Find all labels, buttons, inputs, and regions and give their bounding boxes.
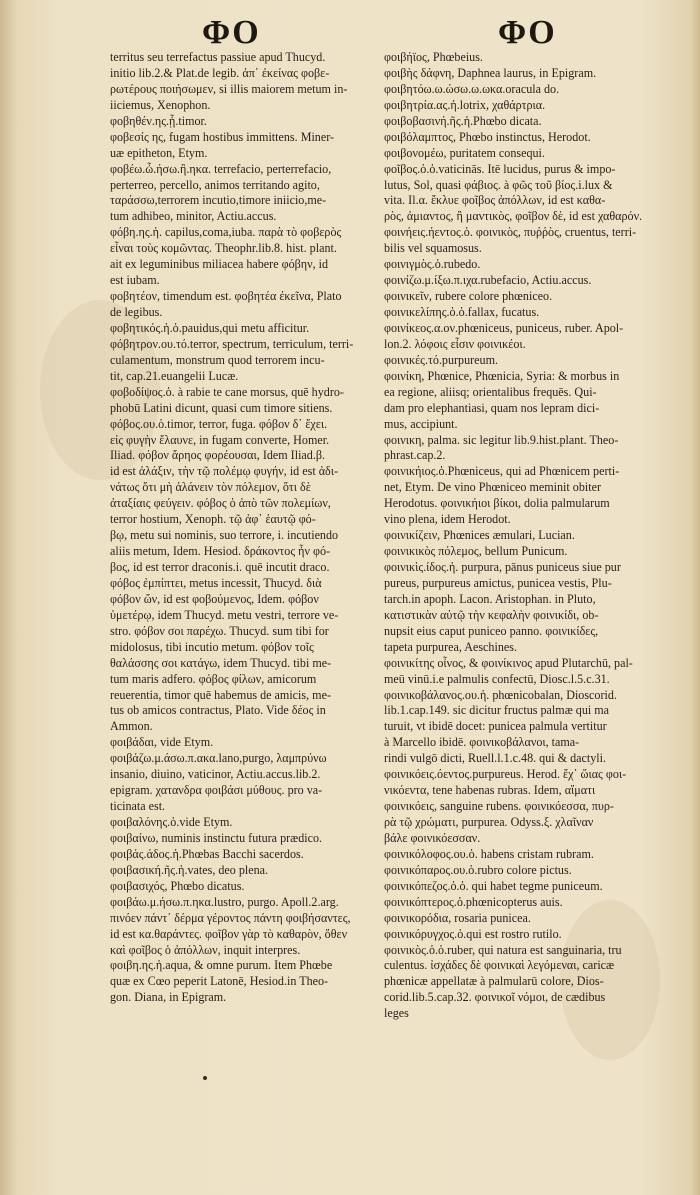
text-line: φοιβοβασινή.ῆς.ἡ.Phœbo dicata. bbox=[384, 113, 542, 128]
text-line: uæ epitheton, Etym. bbox=[110, 145, 208, 160]
text-line: φοινικίζειν, Phœnices æmulari, Lucian. bbox=[384, 528, 575, 543]
text-line: φοινικόεις.όεντος.purpureus. Herod. ἔχ᾽ ὤιας φοι- bbox=[384, 767, 627, 782]
text-line: φοιβασιχός, Phœbo dicatus. bbox=[110, 878, 245, 893]
text-line: tarch.in apoph. Lacon. Aristophan. in Pluto, bbox=[384, 591, 596, 606]
text-line: insanio, diuino, vaticinor, Actiu.accus.lib.2. bbox=[110, 767, 321, 782]
text-line: φοιβονομέω, puritatem consequi. bbox=[384, 145, 545, 160]
text-line: lutus, Sol, quasi φάβιος. à φῶς τοῦ βίος.i.lux & bbox=[384, 177, 613, 192]
text-line: καὶ φοῖβος ὁ ἀπόλλων, inquit interpres. bbox=[110, 942, 301, 957]
running-head-right: ΦΟ bbox=[498, 14, 557, 51]
text-line: φοινικόεις, sanguine rubens. φοινικόεσσα, πυρ- bbox=[384, 799, 614, 814]
text-line: culamentum, monstrum quod terrorem incu- bbox=[110, 352, 325, 367]
text-line: tus ob amicos contractus, Plato. Vide δέος in bbox=[110, 703, 326, 718]
text-line: φοιβητρία.ας.ἡ.lotrix, χαθάρτρια. bbox=[384, 97, 546, 112]
text-line: midolosus, tibi incutio metum. φόβον τοῖς bbox=[110, 639, 314, 654]
text-line: φοιβόλαμπτος, Phœbo instinctus, Herodot. bbox=[384, 129, 591, 144]
text-line: aliis metum, Idem. Hesiod. δράκοντος ἦν φό- bbox=[110, 544, 331, 559]
text-line: φοιβάζω.μ.άσω.π.ακα.lano,purgo, λαμπρύνω bbox=[110, 751, 327, 766]
text-line: à Marcello ibidē. φοινικοβάλανοι, tama- bbox=[384, 735, 580, 750]
text-line: φοιβὴς δάφνη, Daphnea laurus, in Epigram. bbox=[384, 65, 597, 80]
text-line: βάλε φοινικόεσσαν. bbox=[384, 830, 481, 845]
text-line: φοινικεῖν, rubere colore phœniceo. bbox=[384, 289, 553, 304]
text-line: φοιβάω.μ.ήσω.π.ηκα.lustro, purgo. Apoll.2.arg. bbox=[110, 894, 339, 909]
text-line: quæ ex Cœo peperit Latonē, Hesiod.in Theo- bbox=[110, 974, 329, 989]
text-line: nupsit eius caput puniceo panno. φοινικίδες, bbox=[384, 623, 599, 638]
text-line: phrast.cap.2. bbox=[384, 448, 446, 463]
text-line: Ammon. bbox=[110, 719, 153, 734]
text-line: πινόεν πάντ᾽ δέρμα γέροντος πάντη φοιβήσαντες, bbox=[110, 910, 351, 925]
text-line: φοινικόπτερος.ὁ.phœnicopterus auis. bbox=[384, 894, 563, 909]
text-line: φοινικόλοφος.ου.ὁ. habens cristam rubram. bbox=[384, 846, 594, 861]
text-line: φοβητέον, timendum est. φοβητέα ἐκεῖνα, Plato bbox=[110, 289, 342, 304]
right-column bbox=[384, 50, 656, 1022]
text-line: id est κα.θαράντες. φοῖβον γὰρ τὸ καθαρὸν, ὅθεν bbox=[110, 926, 348, 941]
text-line: territus seu terrefactus passiue apud Thucyd. bbox=[110, 50, 326, 64]
text-line: φοινικές.τό.purpureum. bbox=[384, 352, 499, 367]
text-line: lib.1.cap.149. sic dicitur fructus palmæ qui ma bbox=[384, 703, 610, 718]
text-line: φοβέω.ὦ.ήσω.ἢ.ηκα. terrefacio, perterrefacio, bbox=[110, 161, 332, 176]
text-line: φοινιγμὸς.ὁ.rubedo. bbox=[384, 257, 481, 272]
text-line: initio lib.2.& Plat.de legib. ἀπ᾽ ἐκείνας φοβε- bbox=[110, 65, 330, 80]
text-line: est iubam. bbox=[110, 273, 160, 288]
text-line: iiciemus, Xenophon. bbox=[110, 97, 211, 112]
text-line: gon. Diana, in Epigram. bbox=[110, 990, 227, 1005]
text-line: pureus, purpureus amictus, punicea vestis, Plu- bbox=[384, 575, 612, 590]
text-line: culentus. ἰσχάδες δὲ φοινικαὶ λεγόμεναι, caricæ bbox=[384, 958, 615, 973]
text-line: ea regione, aliisq; orientalibus frequēs. Qui- bbox=[384, 384, 597, 399]
text-line: leges bbox=[384, 1006, 409, 1021]
text-line: ρὸς, ἀμιαντος, ἢ μαντικὸς, φοῖβον δὲ, id est χαθαρόν. bbox=[384, 209, 643, 224]
text-line: vita. Il.α. ἔκλυε φοῖβος ἀπόλλων, id est καθα- bbox=[384, 193, 606, 208]
text-line: Iliad. φόβον ἄρηος φορέουσαι, Idem Iliad.β. bbox=[110, 448, 326, 463]
text-line: Herodotus. φοινικήιοι βίκοι, dolia palmularum bbox=[384, 496, 610, 511]
text-line: terror hostium, Xenoph. τῷ ἀφ᾽ ἑαυτῷ φό- bbox=[110, 512, 316, 527]
text-line: νάτως ὅτι μὴ ἀλάνειν τὸν πόλεμον, ὅτι δὲ bbox=[110, 480, 311, 495]
text-line: φοινίκη, Phœnice, Phœnicia, Syria: & morbus in bbox=[384, 368, 620, 383]
text-line: ρωτέρους ποιήσωμεν, si illis maiorem metum in- bbox=[110, 81, 348, 96]
text-line: perterreo, percello, animos territando agito, bbox=[110, 177, 320, 192]
text-line: φοῖβος.ὁ.ὁ.vaticinās. Itē lucidus, purus & impo- bbox=[384, 161, 616, 176]
text-line: φοιβη.ης.ἡ.aqua, & omne purum. Item Phœbe bbox=[110, 958, 333, 973]
text-line: φοιβασική.ῆς.ἡ.vates, deo plena. bbox=[110, 862, 269, 877]
text-line: φοινικικὸς πόλεμος, bellum Punicum. bbox=[384, 544, 568, 559]
text-line: φοβοδίψος.ὁ. à rabie te cane morsus, quē hydro- bbox=[110, 384, 344, 399]
text-line: lon.2. λόφοις εἶσιν φοινικέοι. bbox=[384, 336, 526, 351]
text-line: φοινικὶς.ίδος.ἡ. purpura, pānus puniceus siue pur bbox=[384, 560, 621, 574]
text-line: ἀταξίαις φεύγειν. φόβος ὁ ἀπὸ τῶν πολεμίων, bbox=[110, 496, 331, 511]
text-line: ταράσσω,terrorem incutio,timore iniicio,me- bbox=[110, 193, 327, 208]
text-line: reuerentia, timor quē habemus de amicis, me- bbox=[110, 687, 331, 702]
text-line: φοβεσίς ης, fugam hostibus immittens. Miner- bbox=[110, 129, 335, 144]
text-line: εἰς φυγὴν ἔλαυνε, in fugam converte, Homer. bbox=[110, 432, 330, 447]
text-line: tit, cap.21.euangelii Lucæ. bbox=[110, 368, 239, 383]
text-line: κατιστικὰν αὐτῷ τὴν κεφαλὴν φοινικίδι, ob- bbox=[384, 607, 599, 622]
text-line: ὑμετέρῳ, idem Thucyd. metu vestri, terrore ve- bbox=[110, 607, 339, 622]
text-line: φοιβαίνω, numinis instinctu futura prædico. bbox=[110, 830, 323, 845]
text-line: φόβη.ης.ἡ. capilus,coma,iuba. παρὰ τὸ φοβερὸς bbox=[110, 225, 342, 240]
text-line: phœnicæ appellatæ à palmularū colore, Dios- bbox=[384, 974, 604, 989]
text-line: φόβος.ου.ὁ.timor, terror, fuga. φόβον δ᾽ ἔχει. bbox=[110, 416, 328, 431]
text-line: θαλάσσης σοι κατάγω, idem Thucyd. tibi me- bbox=[110, 655, 332, 670]
text-line: dam pro elephantiasi, quam nos lepram dici- bbox=[384, 400, 600, 415]
text-line: νικόεντα, tene habenas rubras. Idem, αἵματι bbox=[384, 783, 596, 798]
text-line: φοινικὸς.ὁ.ὁ.ruber, qui natura est sanguinaria, tru bbox=[384, 942, 622, 957]
text-line: φοινικη, palma. sic legitur lib.9.hist.plant. Theo- bbox=[384, 432, 619, 447]
text-line: ρὰ τῷ χρώματι, purpurea. Odyss.ξ. χλαῖναν bbox=[384, 815, 594, 829]
text-line: φόβητρον.ου.τό.terror, spectrum, terriculum, terri- bbox=[110, 336, 354, 351]
text-line: φοινικόπεζος.ὁ.ὁ. qui habet tegme puniceum. bbox=[384, 878, 603, 893]
text-line: epigram. χατανδρα φοιβάσι μύθους. pro va- bbox=[110, 783, 323, 798]
text-line: net, Etym. De vino Phœniceo meminit obiter bbox=[384, 480, 601, 495]
text-line: mus, accipiunt. bbox=[384, 416, 458, 431]
text-line: φοβητικός.ἡ.ὁ.pauidus,qui metu afficitur. bbox=[110, 320, 310, 335]
text-line: φοβηθέν.ης.ᾗ.timor. bbox=[110, 113, 207, 128]
text-line: φοινικορόδια, rosaria punicea. bbox=[384, 910, 531, 925]
text-line: stro. φόβον σοι παρέχω. Thucyd. sum tibi for bbox=[110, 623, 329, 638]
text-line: φοιβάς.άδος.ἡ.Phœbas Bacchi sacerdos. bbox=[110, 846, 304, 861]
text-line: φοινικήιος.ὁ.Phœniceus, qui ad Phœnicem perti- bbox=[384, 464, 620, 479]
text-line: εἶναι τοὺς κομῶντας. Theophr.lib.8. hist. plant. bbox=[110, 241, 337, 256]
text-line: ticinata est. bbox=[110, 799, 166, 814]
text-line: φοιβήϊος, Phœbeius. bbox=[384, 50, 483, 64]
text-line: φοιβάδαι, vide Etym. bbox=[110, 735, 214, 750]
text-line: meū vinū.i.e palmulis confectū, Diosc.l.5.c.31. bbox=[384, 671, 610, 686]
text-line: φοινικόρυγχος.ὁ.qui est rostro rutilo. bbox=[384, 926, 562, 941]
text-line: tum maris adfero. φόβος φίλων, amicorum bbox=[110, 671, 317, 686]
running-head-left: ΦΟ bbox=[202, 14, 261, 51]
text-line: φοινικοβάλανος.ου.ἡ. phœnicobalan, Dioscorid. bbox=[384, 687, 617, 702]
text-line: tapeta purpurea, Aeschines. bbox=[384, 639, 517, 654]
text-line: φόβος ἐμπίπτει, metus incessit, Thucyd. διὰ bbox=[110, 575, 322, 590]
printer-mark bbox=[203, 1076, 207, 1080]
text-line: φοινήεις.ήεντος.ὁ. φοινικὸς, πυῤῥὸς, cruentus, terri- bbox=[384, 225, 637, 240]
left-column bbox=[110, 50, 380, 1006]
text-line: rindi vulgō dicti, Ruell.l.1.c.48. qui & dactyli. bbox=[384, 751, 607, 766]
text-line: φοινίζω.μ.ίξω.π.ιχα.rubefacio, Actiu.accus. bbox=[384, 273, 592, 288]
text-line: corid.lib.5.cap.32. φοινικοῖ νόμοι, de cædibus bbox=[384, 990, 606, 1005]
text-line: bilis vel squamosus. bbox=[384, 241, 482, 256]
text-line: tum adhibeo, minitor, Actiu.accus. bbox=[110, 209, 277, 224]
text-line: phobū Latini dicunt, quasi cum timore sitiens. bbox=[110, 400, 333, 415]
text-line: βῳ, metu sui nominis, suo terrore, i. incutiendo bbox=[110, 528, 339, 543]
text-line: φοιβαλόνης.ὁ.vide Etym. bbox=[110, 815, 233, 829]
text-line: φόβον ὤν, id est φοβούμενος, Idem. φόβον bbox=[110, 591, 319, 606]
text-line: φοιβητόω.ω.ώσω.ω.ωκα.oracula do. bbox=[384, 81, 560, 96]
text-line: φοινικελίπης.ὁ.ὁ.fallax, fucatus. bbox=[384, 305, 540, 319]
text-line: de legibus. bbox=[110, 305, 163, 319]
text-line: βος, id est terror draconis.i. quē incutit draco. bbox=[110, 560, 330, 574]
text-line: vino plena, idem Herodot. bbox=[384, 512, 511, 527]
text-line: id est ἀλάξιν, τὴν τῷ πολέμῳ φυγήν, id est ἀδι- bbox=[110, 464, 339, 479]
text-line: φοινίκεος.α.ον.phœniceus, puniceus, ruber. Apol- bbox=[384, 320, 624, 335]
text-line: φοινικίτης οἶνος, & φοινίκινος apud Plutarchū, pal- bbox=[384, 655, 633, 670]
text-line: ait ex leguminibus miliacea habere φόβην, id bbox=[110, 257, 329, 272]
text-line: φοινικόπαρος.ου.ὁ.rubro colore pictus. bbox=[384, 862, 572, 877]
text-line: turuit, vt ibidē docet: punicea palmula vertitur bbox=[384, 719, 607, 734]
